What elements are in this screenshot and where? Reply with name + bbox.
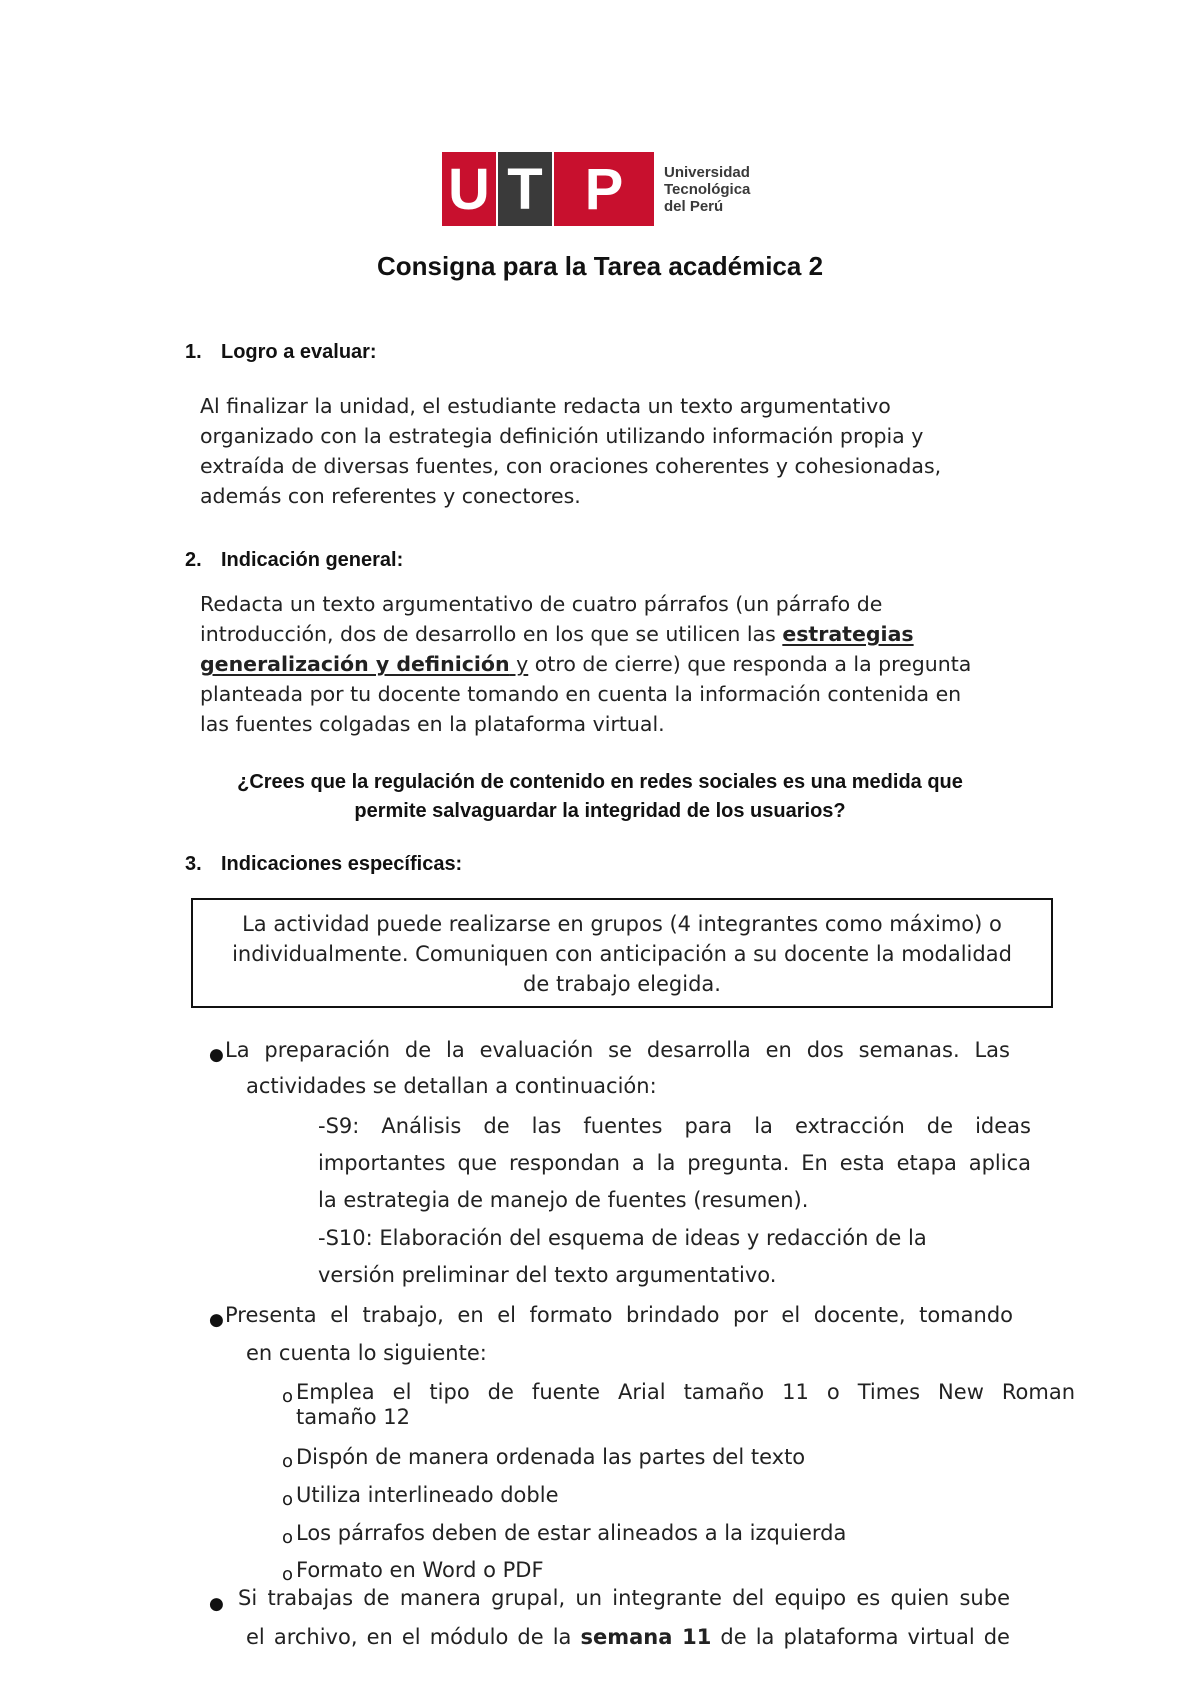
bullet-dot-icon: ●: [209, 1045, 224, 1065]
bullet-dot-icon: ●: [209, 1310, 224, 1330]
sub-bullet-icon: o: [282, 1527, 294, 1548]
s10-line: versión preliminar del texto argumentativo.: [318, 1263, 777, 1287]
s9-line: importantes que respondan a la pregunta. En esta etapa aplica: [318, 1151, 1031, 1175]
logo-box-u: [442, 152, 496, 226]
logo-name-line: Universidad: [664, 164, 750, 181]
underlined-term: generalización y definición: [200, 652, 510, 676]
question-line: ¿Crees que la regulación de contenido en redes sociales es una medida que: [237, 771, 963, 793]
paragraph-line: Al finalizar la unidad, el estudiante redacta un texto argumentativo: [200, 394, 891, 418]
bullet3-text: el archivo, en el módulo de la: [246, 1625, 581, 1649]
section-number: 2.: [185, 549, 202, 571]
sub-bullet-line: Formato en Word o PDF: [296, 1558, 544, 1582]
notice-box: [191, 898, 1053, 1008]
logo-box-t: [498, 152, 552, 226]
sub-bullet-line: tamaño 12: [296, 1405, 410, 1429]
sub-bullet-line: Dispón de manera ordenada las partes del texto: [296, 1445, 806, 1469]
paragraph-line: [200, 619, 971, 649]
sub-bullet-line: Los párrafos deben de estar alineados a la izquierda: [296, 1521, 847, 1545]
section-number: 1.: [185, 341, 202, 363]
paragraph-line: las fuentes colgadas en la plataforma virtual.: [200, 712, 665, 736]
logo-letter-u: U: [448, 156, 490, 222]
sub-bullet-line: Utiliza interlineado doble: [296, 1483, 559, 1507]
paragraph-text: introducción, dos de desarrollo en los que se utilicen las: [200, 622, 783, 646]
underlined-term: estrategias: [782, 622, 914, 646]
sub-bullet-icon: o: [282, 1386, 294, 1407]
logo-letter-t: T: [507, 156, 543, 222]
logo-name-line: del Perú: [664, 198, 724, 215]
utp-logo: [442, 152, 760, 226]
bullet1-line: actividades se detallan a continuación:: [246, 1074, 657, 1098]
paragraph-line: además con referentes y conectores.: [200, 484, 581, 508]
section-title: Indicación general:: [221, 549, 404, 571]
sub-bullet-icon: o: [282, 1489, 294, 1510]
underlined-connector: y: [509, 652, 529, 676]
section1-paragraph: [200, 391, 941, 511]
section-title: Logro a evaluar:: [221, 341, 377, 363]
logo-wordmark: [664, 164, 760, 215]
bullet3-line: Si trabajas de manera grupal, un integrante del equipo es quien sube: [238, 1586, 1010, 1610]
paragraph-text: otro de cierre) que responda a la pregunta: [528, 652, 972, 676]
bullet3-line: [246, 1625, 1010, 1649]
s9-line: -S9: Análisis de las fuentes para la extracción de ideas: [318, 1114, 1031, 1138]
section-title: Indicaciones específicas:: [221, 853, 463, 875]
logo-box-p: [554, 152, 654, 226]
paragraph-line: organizado con la estrategia definición utilizando información propia y: [200, 424, 924, 448]
bullet3-bold-week: semana 11: [580, 1625, 712, 1649]
paragraph-line: planteada por tu docente tomando en cuenta la información contenida en: [200, 682, 962, 706]
guiding-question: [130, 768, 1070, 826]
section-number: 3.: [185, 853, 202, 875]
sub-bullet-icon: o: [282, 1564, 294, 1585]
sub-bullet-line: Emplea el tipo de fuente Arial tamaño 11 o Times New Roman: [296, 1380, 1075, 1404]
page-title: Consigna para la Tarea académica 2: [376, 251, 824, 281]
s9-line: la estrategia de manejo de fuentes (resumen).: [318, 1188, 809, 1212]
paragraph-line: Redacta un texto argumentativo de cuatro párrafos (un párrafo de: [200, 592, 883, 616]
paragraph-line: [200, 649, 971, 679]
question-line: permite salvaguardar la integridad de los usuarios?: [354, 800, 846, 822]
sub-bullet-icon: o: [282, 1451, 294, 1472]
notice-line: La actividad puede realizarse en grupos (4 integrantes como máximo) o: [242, 912, 1002, 936]
logo-name-line: Tecnológica: [664, 181, 751, 198]
logo-letter-p: P: [584, 156, 624, 222]
section2-paragraph: [200, 589, 971, 739]
bullet3-text: de la plataforma virtual de: [711, 1625, 1010, 1649]
paragraph-line: extraída de diversas fuentes, con oraciones coherentes y cohesionadas,: [200, 454, 942, 478]
bullet-dot-icon: ●: [209, 1594, 224, 1614]
notice-line: de trabajo elegida.: [523, 972, 721, 996]
s10-line: -S10: Elaboración del esquema de ideas y redacción de la: [318, 1226, 927, 1250]
notice-line: individualmente. Comuniquen con anticipación a su docente la modalidad: [232, 942, 1012, 966]
bullet2-line: Presenta el trabajo, en el formato brindado por el docente, tomando: [225, 1303, 1013, 1327]
bullet1-line: La preparación de la evaluación se desarrolla en dos semanas. Las: [225, 1038, 1010, 1062]
bullet2-line: en cuenta lo siguiente:: [246, 1341, 487, 1365]
